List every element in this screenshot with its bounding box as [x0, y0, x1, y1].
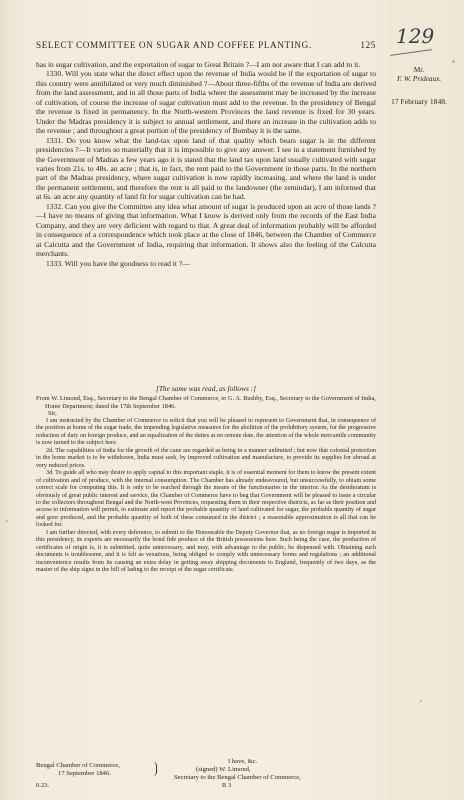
witness-name: F. W. Prideaux.: [396, 75, 442, 83]
letter-heading: [The same was read, as follows :]: [155, 384, 257, 393]
document-code: 0.23.: [36, 782, 50, 789]
letter-paragraph: I am instructed by the Chamber of Commerce to solicit that you will be pleased to represent to Government that, in consequence of the position at home of the sugar trade, the impending legislative measures for the abolition of the prohibitory system, for the progressive reduction of duty on foreign produce, and an equalization of the duties at no remote date, the attention of the whole mercantile community is now turned to the subject here.: [36, 417, 377, 447]
witness-title: Mr.: [413, 66, 425, 74]
paper-speck: [6, 520, 8, 522]
signoff-i-have: I have, &c.: [228, 758, 258, 765]
question-1330: 1330. Will you state what the direct effect upon the revenue of India would be if the exportation of sugar to this country were annihilated or very much diminished ?—About three-fifths of the revenue of India are derived from the land assessment, and in all those parts of India where the assessment may be increased by the increase of cultivation, of course the increase of sugar cultivation must add to the revenue. In the presidency of Bengal the revenue is fixed in permanency. In the North-western Provinces the land revenue is fixed for 30 years. Under the Madras presidency it is subject to annual settlement, and there an increase in the cultivation adds to the revenue ; and throughout a great portion of the presidency of Bombay it is the same.: [36, 69, 376, 136]
margin-witness: [384, 66, 454, 84]
paper-speck: [452, 60, 455, 63]
page-number: 125: [360, 40, 376, 50]
paragraph-continuation: has in sugar cultivation, and the exportation of sugar to Great Britain ?—I am not aware that I can add to it.: [36, 60, 361, 69]
letter-paragraph: 3d. To guide all who may desire to apply capital to this important staple, it is of essential moment for them to know the present extent of cultivation and of produce, with the internal consumption. The Chamber has already endeavoured, but unsuccessfully, to obtain some correct scale for computing this. It is only to be reached through the means of the functionaries in the interior. As the desideratum is obviously of great public interest and service, the Chamber of Commerce have to beg that Government will be pleased to issue a circular to the collectors throughout Bengal and the North-west Provinces, requesting them in their respective districts, as far as their position and access to information will permit, to estimate and report the probable quantity of land cultivated for sugar, the probable quantity of sugar and goor produced, and the probable quantity of both of these consumed in the district ; a reasonable approximation is all that can be looked for.: [36, 470, 376, 529]
signoff-place-block: [36, 762, 120, 778]
letter-from-line: From W. Limond, Esq., Secretary to the Bengal Chamber of Commerce, to G. A. Bushby, Esq., Secretary to the Government of India, Home Department; dated the 17th September 1846.: [36, 395, 376, 410]
running-title: SELECT COMMITTEE ON SUGAR AND COFFEE PLANTING.: [36, 40, 312, 50]
signoff-signed: (signed) W. Limond,: [196, 766, 251, 773]
folio-underline: [390, 49, 432, 56]
margin-date: 17 February 1848.: [391, 97, 447, 106]
letter-paragraph: I am further directed, with every deference, to submit to the Honourable the Deputy Governor that, as no foreign sugar is imported in this presidency, its exports are necessarily the bond fide produce of the British possessions here. Such being the case, the production of certificates of origin is, it is submitted, quite unnecessary, and may, with advantage to the public, be dispensed with. Obtaining such documents is troublesome, and it is felt as vexatious, being obliged to comply with unnecessary forms and regulations ; an additional inconvenience results from its causing an extra delay in getting away shipping documents to England, frequently of two days, as the master of the ship signs in the bill of lading to the receipt of the sugar certificate.: [36, 529, 376, 574]
paper-speck: [420, 700, 422, 702]
handwritten-folio-number: 129: [396, 24, 435, 48]
letter-salutation: Sir,: [48, 410, 57, 418]
signoff-place: Bengal Chamber of Commerce,: [36, 762, 120, 769]
testimony-body: [36, 60, 376, 268]
letter-paragraph: 2d. The capabilities of India for the growth of the cane are regarded as being in a manner unlimited ; but now that colonial protection in the home market is to be withdrawn, India must seek, by improved cultivation and manufacture, to provide its supplies for abroad at very reduced prices.: [36, 447, 376, 469]
signoff-secretary: Secretary to the Bengal Chamber of Commerce,: [174, 774, 301, 781]
signoff-bracket: [152, 762, 157, 776]
question-1333: 1333. Will you have the goodness to read it ?—: [46, 258, 190, 268]
question-1332: 1332. Can you give the Committee any idea what amount of sugar is produced upon an acre of those lands ?—I have no means of giving that information. What I know is derived only from the records of the East India Company, and they are very deficient with regard to that. A great deal of information probably will be afforded in consequence of a correspondence which took place at the close of 1846, between the Chamber of Commerce at Calcutta and the Government of India, requiring that information. It shows also the feeling of the Calcutta merchants.: [36, 201, 376, 259]
running-header: [36, 40, 376, 50]
question-1331: 1331. Do you know what the land-tax upon land of that quality which bears sugar is in the different presidencies ?—It varies so materially that it is impossible to give any answer. I see in a statement furnished by the Government of Madras a few years ago it is stated that the land tax upon land usually cultivated with sugar varies from 21s. to 48s. an acre ; that is, in fact, the rent paid to the Government in those parts. In the northern part of the Madras presidency, where sugar cultivation is now rapidly increasing, and where the land is under the permanent settlement, and therefore the rent is all paid to the landowner (the zemindar), I am informed that at 6s. an acre any quantity of land fit for sugar cultivation can be had.: [36, 135, 376, 202]
letter-signoff: [36, 758, 376, 792]
read-letter: [36, 383, 376, 575]
signature-mark: R 3: [222, 782, 232, 789]
signoff-place-date: 17 September 1846.: [58, 770, 111, 777]
